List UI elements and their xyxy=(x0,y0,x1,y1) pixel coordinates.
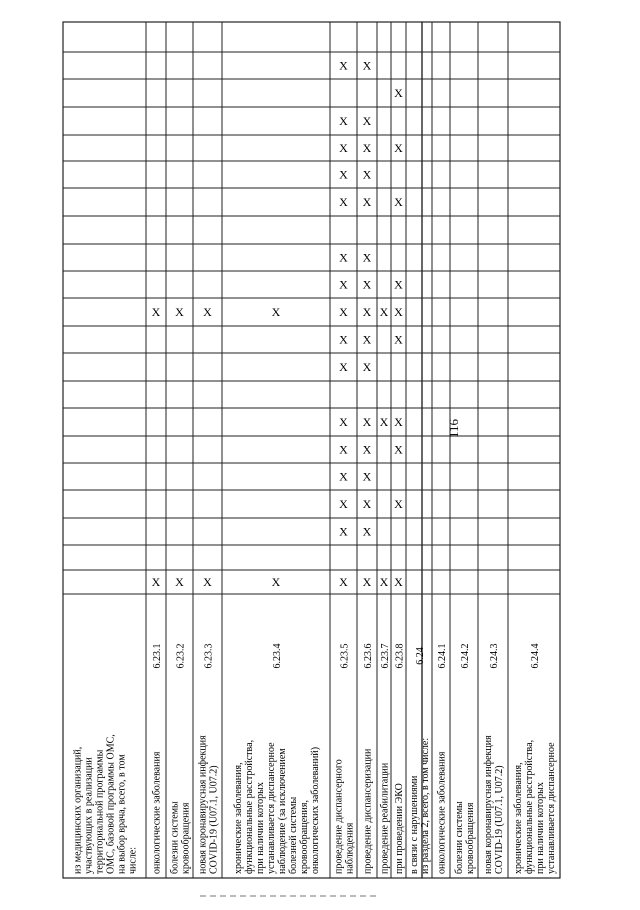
table-row xyxy=(394,86,406,874)
row-label-line: на выбор врача, всего, в том xyxy=(116,754,128,874)
row-label-line: наблюдение (за исключением xyxy=(277,748,288,874)
row-label-line: COVID-19 (U07.1, U07.2) xyxy=(208,765,220,874)
row-label-line: кровообращения xyxy=(465,802,476,874)
cell-mark: X xyxy=(339,114,348,128)
cell-mark: X xyxy=(339,575,348,589)
cell-mark: X xyxy=(394,195,403,209)
cell-mark: X xyxy=(151,305,161,319)
table-row xyxy=(152,305,164,874)
cell-mark: X xyxy=(339,415,348,429)
cell-mark: X xyxy=(339,277,348,292)
cell-mark: X xyxy=(394,575,403,589)
row-label-line: из раздела 2, всего, в том числе: xyxy=(420,737,431,874)
cell-mark: X xyxy=(339,469,348,484)
cell-mark: X xyxy=(362,305,372,319)
table-row xyxy=(380,305,392,874)
row-code: 6.24.2 xyxy=(460,643,471,669)
row-label-line: функциональные расстройства, xyxy=(524,739,535,874)
row-label-line: новая коронавирусная инфекция xyxy=(197,735,209,874)
cell-mark: X xyxy=(339,167,348,182)
table-row xyxy=(483,644,505,875)
row-label-line: кровообращения, xyxy=(299,800,310,874)
cell-mark: X xyxy=(339,195,348,209)
cell-mark: X xyxy=(394,415,403,429)
row-label-line: COVID-19 (U07.1, U07.2) xyxy=(494,765,505,874)
cell-mark: X xyxy=(339,141,348,155)
row-label-line: хронические заболевания, xyxy=(233,762,244,874)
cell-mark: X xyxy=(271,575,281,589)
cell-mark: X xyxy=(362,58,372,73)
row-label-line: болезни системы xyxy=(454,801,465,874)
cell-mark: X xyxy=(362,250,372,265)
cell-mark: X xyxy=(362,415,372,429)
cell-mark: X xyxy=(394,141,403,155)
cell-mark: X xyxy=(271,305,281,319)
row-label-line: при наличии которых xyxy=(535,782,546,874)
row-label-line: болезни системы xyxy=(169,801,181,874)
row-code: 6.24.4 xyxy=(530,643,541,669)
row-code: 6.24.1 xyxy=(437,643,448,669)
cell-mark: X xyxy=(362,167,372,182)
row-code: 6.23.2 xyxy=(175,643,187,669)
cell-mark: X xyxy=(379,305,389,319)
row-label-line: из медицинских организаций, xyxy=(72,746,84,874)
row-code: 6.23.8 xyxy=(394,643,406,669)
cell-mark: X xyxy=(339,250,348,265)
row-label-line: болезней системы xyxy=(288,796,299,874)
cell-mark: X xyxy=(362,360,372,374)
row-code: 6.23.5 xyxy=(339,643,351,669)
row-label-line: онкологические заболевания xyxy=(436,751,448,874)
cell-mark: X xyxy=(362,524,372,539)
cell-mark: X xyxy=(394,86,403,100)
table-row xyxy=(334,59,356,875)
cell-mark: X xyxy=(362,277,372,292)
cell-mark: X xyxy=(203,305,212,319)
table-row xyxy=(233,305,321,874)
cell-mark: X xyxy=(339,442,348,457)
row-label-line: проведение диспансерного xyxy=(333,759,345,874)
row-label-line: ОМС, базовой программы ОМС, xyxy=(105,734,117,874)
table-row xyxy=(454,644,476,875)
row-label-line: хронические заболевания, xyxy=(513,762,524,874)
row-label-line: функциональные расстройства, xyxy=(244,739,255,874)
cell-mark: X xyxy=(362,141,372,155)
table-row xyxy=(363,59,375,875)
cell-mark: X xyxy=(379,575,389,589)
row-label-line: наблюдения xyxy=(344,822,356,874)
table-row xyxy=(198,305,220,874)
cell-mark: X xyxy=(151,575,161,589)
row-label-line: числе: xyxy=(127,846,139,874)
row-code: 6.24 xyxy=(415,647,426,665)
cell-mark: X xyxy=(394,277,403,292)
table-row xyxy=(409,647,431,874)
row-label-line: территориальной программы xyxy=(94,749,106,874)
row-label-line: участвующих в реализации xyxy=(83,757,95,874)
cell-mark: X xyxy=(175,575,184,589)
table-row xyxy=(170,305,192,874)
page-number: 116 xyxy=(446,418,461,438)
row-code: 6.23.4 xyxy=(272,643,283,669)
row-label-line: новая коронавирусная инфекция xyxy=(483,735,494,874)
cell-mark: X xyxy=(362,497,372,511)
cell-mark: X xyxy=(362,195,372,209)
row-code: 6.23.3 xyxy=(203,643,215,669)
row-label-line: при наличии которых xyxy=(255,782,266,874)
cell-mark: X xyxy=(339,58,348,73)
table-row xyxy=(513,644,557,875)
row-label-line: проведение реабилитации xyxy=(379,762,391,874)
cell-mark: X xyxy=(394,305,403,319)
scan-artifact xyxy=(200,895,380,897)
row-code: 6.23.1 xyxy=(152,643,163,669)
row-code: 6.23.7 xyxy=(380,643,391,669)
cell-mark: X xyxy=(175,305,184,319)
row-label-line: в связи с нарушениями xyxy=(409,775,420,874)
row-label-line: онкологических заболеваний) xyxy=(310,746,321,874)
table-row xyxy=(73,734,139,874)
cell-mark: X xyxy=(362,469,372,484)
cell-mark: X xyxy=(394,332,403,347)
cell-mark: X xyxy=(362,575,372,589)
row-label-line: устанавливается диспансерное xyxy=(266,742,277,874)
cell-mark: X xyxy=(339,332,348,347)
cell-mark: X xyxy=(362,332,372,347)
row-code: 6.24.3 xyxy=(489,643,500,669)
cell-mark: X xyxy=(339,524,348,539)
row-label-line: при проведении ЭКО xyxy=(394,783,405,874)
row-code: 6.23.6 xyxy=(363,643,374,669)
cell-mark: X xyxy=(394,497,403,511)
cell-mark: X xyxy=(379,415,389,429)
row-label-line: онкологические заболевания xyxy=(151,751,163,874)
cell-mark: X xyxy=(362,114,372,128)
cell-mark: X xyxy=(394,442,403,457)
cell-mark: X xyxy=(362,442,372,457)
cell-mark: X xyxy=(203,575,212,589)
cell-mark: X xyxy=(339,497,348,511)
table-row xyxy=(437,644,449,875)
row-label-line: устанавливается диспансерное xyxy=(546,742,557,874)
cell-mark: X xyxy=(339,305,348,319)
row-label-line: проведение диспансеризации xyxy=(362,748,374,874)
cell-mark: X xyxy=(339,360,348,374)
row-label-line: кровообращения xyxy=(180,802,192,874)
